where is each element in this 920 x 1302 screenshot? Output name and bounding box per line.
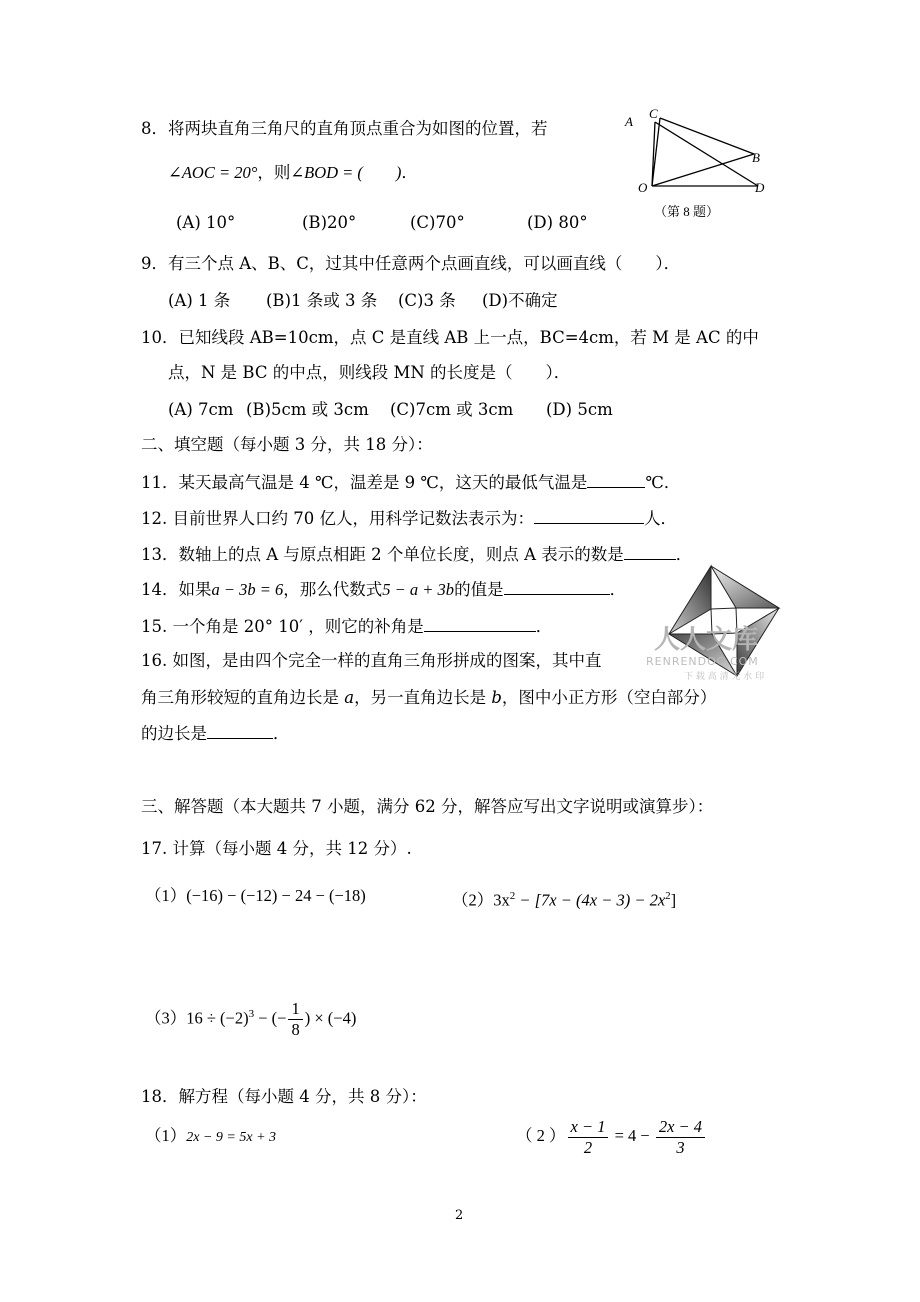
- watermark-title: 人人文库: [654, 625, 759, 655]
- q10-stem-line2: 点，N 是 BC 的中点，则线段 MN 的长度是（ ）．: [168, 363, 571, 382]
- q17-title: 17. 计算（每小题 4 分，共 12 分）.: [141, 839, 412, 858]
- q9-option-b: (B)1 条或 3 条: [266, 291, 378, 310]
- q16-line2: 角三角形较短的直角边长是 a，另一直角边长是 b，图中小正方形（空白部分）: [141, 688, 717, 707]
- q16-figure: [640, 560, 790, 690]
- q9-option-c: (C)3 条: [398, 291, 456, 310]
- fraction-one-eighth: $\frac{1}{8}$: [288, 999, 302, 1040]
- segment-ad: [655, 122, 758, 186]
- q18-part2: （ 2 ） $\frac{x - 1}{2}$ = 4 − $\frac{2x - 4}{3}$: [516, 1114, 707, 1158]
- q8-stem-line2: ∠AOC = 20°，则∠BOD = ( )．: [168, 163, 418, 182]
- fraction-left: $\frac{x - 1}{2}$: [568, 1117, 609, 1158]
- label-d: D: [755, 180, 765, 195]
- section2-title: 二、填空题（每小题 3 分，共 18 分）：: [141, 435, 433, 454]
- figure-caption: （第 8 题）: [654, 204, 720, 219]
- q14: 14．如果a − 3b = 6，那么代数式5 − a + 3b的值是 ．: [141, 580, 627, 599]
- q17-part1: （1）(−16) − (−12) − 24 − (−18): [145, 886, 366, 905]
- q9-stem: 9．有三个点 A、B、C，过其中任意两个点画直线，可以画直线（ ）．: [141, 254, 681, 273]
- q16-answer-blank[interactable]: [207, 722, 273, 739]
- q10-option-c: (C)7cm 或 3cm: [390, 400, 514, 419]
- q12-answer-blank[interactable]: [534, 507, 644, 524]
- label-c: C: [649, 106, 658, 121]
- q9-option-d: (D)不确定: [482, 291, 558, 310]
- q17-part2: $(2)3x^2 - [7x - (4x - 3) - 2x^2]$: [452, 890, 677, 910]
- q12: 12. 目前世界人口约 70 亿人，用科学记数法表示为： 人．: [141, 509, 677, 528]
- q15: 15. 一个角是 20° 10′ ，则它的补角是 ．: [141, 617, 553, 636]
- q16-line3: 的边长是 ．: [141, 724, 290, 743]
- q8-question: ∠BOD = ( ): [290, 163, 402, 182]
- segment-ob: [652, 154, 754, 186]
- triangle-top: [711, 566, 779, 608]
- watermark-site: RENRENDOC.COM: [646, 655, 759, 668]
- q14-answer-blank[interactable]: [504, 578, 610, 595]
- label-b: B: [752, 150, 760, 165]
- q14-expression: 5 − a + 3b: [382, 580, 455, 599]
- page-number: 2: [455, 1208, 464, 1223]
- q13-answer-blank[interactable]: [624, 543, 676, 560]
- q10-option-d: (D) 5cm: [546, 400, 613, 419]
- segment-cb: [660, 118, 754, 154]
- fraction-right: $\frac{2x - 4}{3}$: [656, 1117, 705, 1158]
- q11: 11．某天最高气温是 4 ℃，温差是 9 ℃，这天的最低气温是 ℃．: [141, 473, 681, 492]
- q8-figure: [618, 104, 778, 224]
- q10-option-a: (A) 7cm: [168, 400, 234, 419]
- q15-answer-blank[interactable]: [424, 615, 536, 632]
- q9-option-a: (A) 1 条: [168, 291, 231, 310]
- q8-option-b: (B)20°: [302, 213, 357, 232]
- q10-option-b: (B)5cm 或 3cm: [246, 400, 369, 419]
- q8-option-c: (C)70°: [410, 213, 465, 232]
- q17-part3: $(3)16 \div (-2)^3$ − (− $\frac{1}{8}$ ) × (−4): [145, 999, 357, 1040]
- q18-part1: （1）2x − 9 = 5x + 3: [145, 1126, 277, 1145]
- label-a: A: [625, 114, 633, 129]
- q14-condition: a − 3b = 6: [211, 580, 284, 599]
- triangle-left: [669, 566, 711, 634]
- q8-option-a: (A) 10°: [176, 213, 236, 232]
- q18-title: 18．解方程（每小题 4 分，共 8 分）：: [141, 1087, 427, 1106]
- label-o: O: [638, 180, 648, 195]
- watermark-tagline: 下 载 高 清 无 水 印: [684, 672, 765, 682]
- q16-line1: 16. 如图，是由四个完全一样的直角三角形拼成的图案，其中直: [141, 651, 602, 670]
- q8-option-d: (D) 80°: [527, 213, 588, 232]
- q8-stem-line1: 8．将两块直角三角尺的直角顶点重合为如图的位置，若: [141, 119, 548, 138]
- section3-title: 三、解答题（本大题共 7 小题，满分 62 分，解答应写出文字说明或演算步）：: [141, 797, 714, 816]
- q11-answer-blank[interactable]: [587, 471, 645, 488]
- q8-condition: ∠AOC = 20°: [168, 163, 258, 182]
- q13: 13．数轴上的点 A 与原点相距 2 个单位长度，则点 A 表示的数是 ．: [141, 545, 693, 564]
- q10-stem-line1: 10．已知线段 AB=10cm，点 C 是直线 AB 上一点，BC=4cm，若 M 是 AC 的中: [141, 328, 759, 347]
